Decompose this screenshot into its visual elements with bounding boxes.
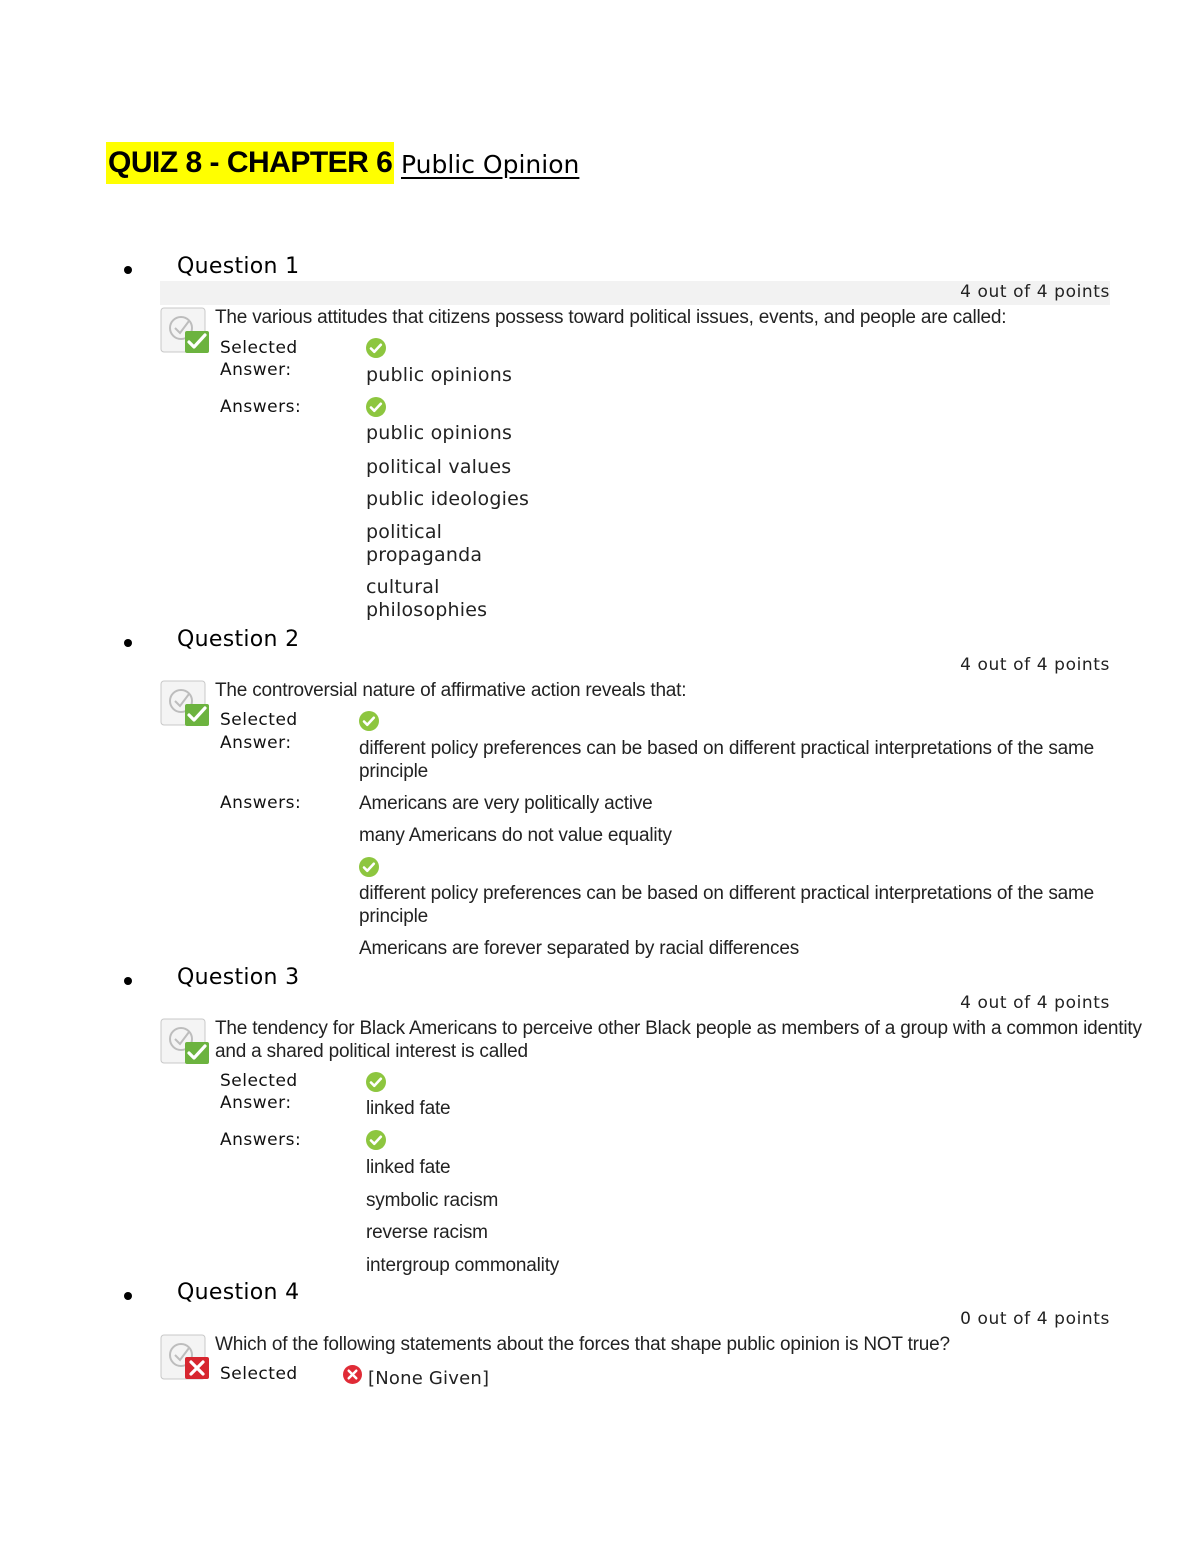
check-icon [366, 397, 386, 417]
incorrect-status-icon [160, 1333, 212, 1381]
answer-option: linked fate [366, 1157, 451, 1178]
question-heading: Question 1 [177, 254, 300, 279]
bullet-point [124, 266, 132, 274]
answer-option: different policy preferences can be based on different practical interpretations of the same principle [359, 883, 1095, 927]
answer-label: Answer: [220, 733, 292, 753]
question-text: The tendency for Black Americans to perceive other Black people as members of a group with a common identity and a shared political interest is called [215, 1018, 1142, 1062]
selected-label: Selected [220, 710, 298, 730]
question-heading: Question 3 [177, 965, 300, 990]
points-score: 4 out of 4 points [960, 282, 1110, 302]
answer-label: Answer: [220, 360, 292, 380]
question-text: The controversial nature of affirmative action reveals that: [215, 680, 687, 701]
points-score: 4 out of 4 points [960, 993, 1110, 1013]
answers-label: Answers: [220, 1130, 302, 1150]
correct-status-icon [160, 679, 212, 727]
answer-option: many Americans do not value equality [359, 825, 672, 846]
quiz-title: QUIZ 8 - CHAPTER 6 [106, 142, 394, 184]
check-icon [366, 338, 386, 358]
answer-option: political values [366, 456, 512, 478]
bullet-point [124, 639, 132, 647]
selected-answer: linked fate [366, 1098, 451, 1119]
answer-option: intergroup commonality [366, 1255, 560, 1276]
answer-label: Answer: [220, 1093, 292, 1113]
x-circle-icon [343, 1365, 362, 1384]
question-heading: Question 4 [177, 1280, 300, 1305]
selected-answer: different policy preferences can be based on different practical interpretations of the same principle [359, 738, 1095, 782]
answer-option: public opinions [366, 422, 513, 444]
answers-label: Answers: [220, 793, 302, 813]
check-icon [359, 711, 379, 731]
selected-label: Selected [220, 1364, 298, 1384]
answer-option: Americans are very politically active [359, 793, 653, 814]
check-icon [359, 857, 379, 877]
quiz-subtitle: Public Opinion [401, 150, 580, 179]
bullet-point [124, 977, 132, 985]
question-heading: Question 2 [177, 627, 300, 652]
bullet-point [124, 1292, 132, 1300]
selected-answer: public opinions [366, 364, 513, 386]
answer-option: reverse racism [366, 1222, 488, 1243]
answer-option: symbolic racism [366, 1190, 499, 1211]
answer-option: Americans are forever separated by racial differences [359, 938, 799, 959]
answers-label: Answers: [220, 397, 302, 417]
correct-status-icon [160, 1017, 212, 1065]
answer-option: public ideologies [366, 488, 530, 510]
selected-answer: [None Given] [368, 1368, 490, 1389]
correct-status-icon [160, 306, 212, 354]
question-text: Which of the following statements about the forces that shape public opinion is NOT true? [215, 1334, 950, 1355]
points-score: 0 out of 4 points [960, 1309, 1110, 1329]
selected-label: Selected [220, 338, 298, 358]
check-icon [366, 1130, 386, 1150]
answer-option: cultural philosophies [366, 576, 488, 621]
answer-option: political propaganda [366, 521, 483, 566]
question-text: The various attitudes that citizens possess toward political issues, events, and people are called: [215, 307, 1007, 328]
points-score: 4 out of 4 points [960, 655, 1110, 675]
check-icon [366, 1072, 386, 1092]
selected-label: Selected [220, 1071, 298, 1091]
